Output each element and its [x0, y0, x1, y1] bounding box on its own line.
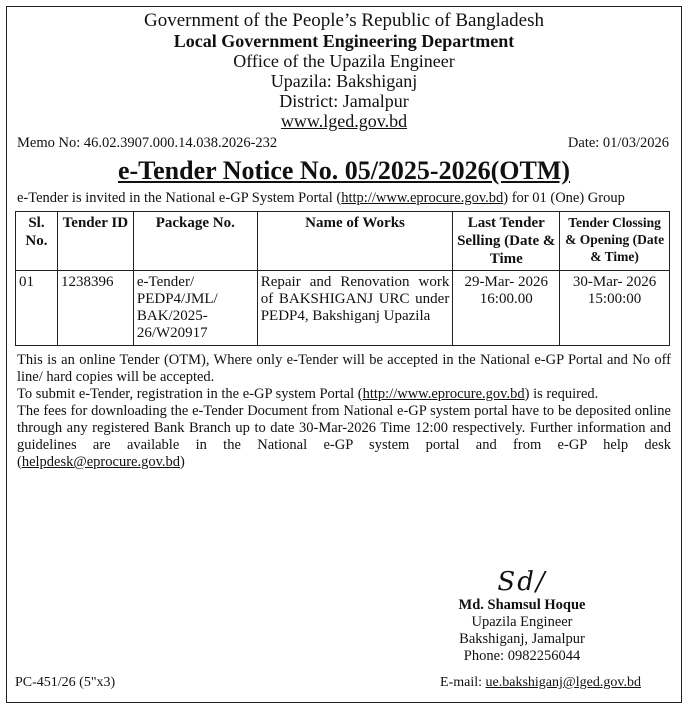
- memo-date: Date: 01/03/2026: [567, 135, 669, 151]
- cell-works: Repair and Renovation work of BAKSHIGANJ URC under PEDP4, Bakshiganj Upazila: [257, 271, 453, 346]
- intro-text: [7, 188, 681, 207]
- table-header-row: [16, 212, 670, 271]
- pc-code: PC-451/26 (5"x3): [15, 675, 116, 690]
- cell-selling: 29-Mar- 2026 16:00.00: [453, 271, 560, 346]
- body-paragraph-2: [17, 386, 671, 403]
- notice-body: [7, 346, 681, 471]
- upazila-line: Upazila: Bakshiganj: [270, 71, 418, 91]
- tender-notice: [6, 6, 682, 703]
- eprocure-link[interactable]: http://www.eprocure.gov.bd: [341, 190, 504, 206]
- body-paragraph-3: [17, 403, 671, 471]
- memo-row: [7, 131, 681, 152]
- signature-block: [417, 567, 627, 665]
- cell-closing: 30-Mar- 2026 15:00:00: [560, 271, 670, 346]
- p2-before: To submit e-Tender, registration in the e-GP system Portal (: [17, 386, 363, 402]
- letterhead: [7, 7, 681, 131]
- footer-row: [15, 675, 641, 691]
- cell-tender-id: 1238396: [57, 271, 133, 346]
- tender-table: [15, 211, 670, 346]
- department-line: Local Government Engineering Department: [173, 31, 515, 51]
- notice-title: e-Tender Notice No. 05/2025-2026(OTM): [117, 156, 571, 185]
- header-sl: Sl. No.: [16, 212, 58, 271]
- cell-package: e-Tender/ PEDP4/JML/ BAK/2025- 26/W20917: [133, 271, 257, 346]
- header-selling: Last Tender Selling (Date & Time: [453, 212, 560, 271]
- body-paragraph-1: This is an online Tender (OTM), Where only e-Tender will be accepted in the National e-GP Portal and No off line/ hard copies will be accepted.: [17, 352, 671, 385]
- helpdesk-email-link[interactable]: helpdesk@eprocure.gov.bd: [21, 454, 181, 470]
- signatory-designation: Upazila Engineer: [471, 614, 573, 630]
- p3-after: ): [180, 454, 185, 470]
- government-line: Government of the People’s Republic of Bangladesh: [144, 10, 544, 31]
- signatory-name: Md. Shamsul Hoque: [458, 597, 586, 613]
- header-tender-id: Tender ID: [57, 212, 133, 271]
- email-link[interactable]: ue.bakshiganj@lged.gov.bd: [485, 675, 641, 690]
- email-label: E-mail:: [440, 675, 486, 690]
- header-package: Package No.: [133, 212, 257, 271]
- signatory-phone: Phone: 0982256044: [463, 648, 581, 664]
- p2-link[interactable]: http://www.eprocure.gov.bd: [362, 386, 525, 402]
- website-link[interactable]: www.lged.gov.bd: [280, 111, 408, 131]
- header-closing: Tender Clossing & Opening (Date & Time): [560, 212, 670, 271]
- intro-before: e-Tender is invited in the National e-GP System Portal (: [17, 190, 342, 206]
- signatory-location: Bakshiganj, Jamalpur: [459, 631, 585, 647]
- district-line: District: Jamalpur: [279, 91, 409, 111]
- signature-mark: Sd/: [497, 567, 547, 597]
- p3-before: The fees for downloading the e-Tender Document from National e-GP system portal have to be deposited online through any registered Bank Branch up to date 30-Mar-2026 Time 12:00 respectively. Further information and guidelines are available in the National e-GP system portal and from e-GP help desk (: [17, 403, 671, 470]
- office-line: Office of the Upazila Engineer: [233, 51, 455, 71]
- p2-after: ) is required.: [524, 386, 599, 402]
- cell-sl: 01: [16, 271, 58, 346]
- footer-email: [440, 675, 641, 691]
- table-row: [16, 271, 670, 346]
- intro-after: ) for 01 (One) Group: [503, 190, 625, 206]
- memo-number: Memo No: 46.02.3907.000.14.038.2026-232: [17, 135, 278, 151]
- header-works: Name of Works: [257, 212, 453, 271]
